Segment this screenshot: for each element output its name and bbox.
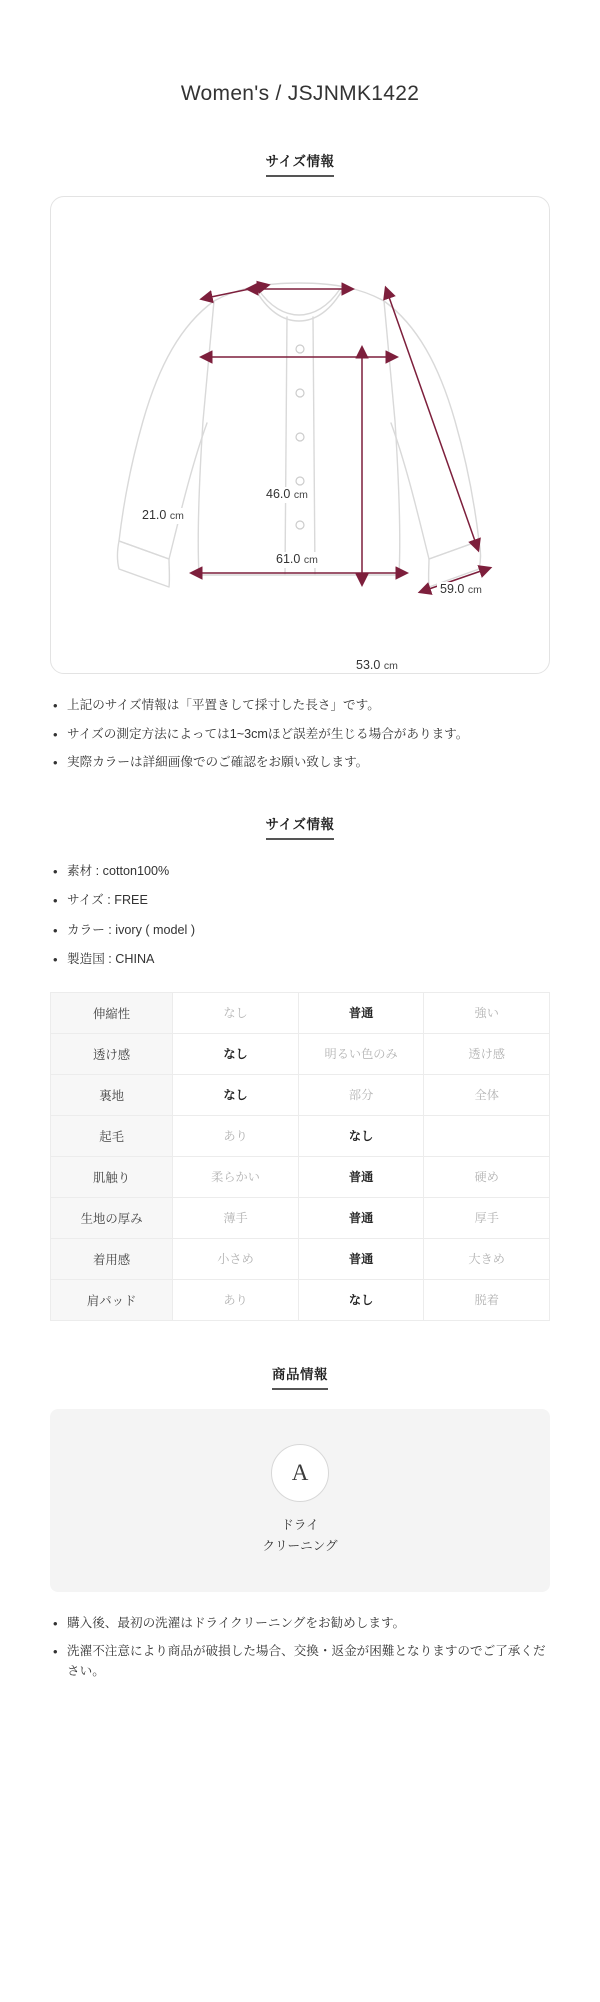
attr-option: なし — [173, 1033, 299, 1074]
attr-label: 伸縮性 — [51, 992, 173, 1033]
measurement-chest-top: 46.0 cm — [263, 487, 311, 503]
attr-option: あり — [173, 1115, 299, 1156]
table-row — [51, 1279, 550, 1320]
attribute-table — [50, 992, 550, 1321]
table-row — [51, 1033, 550, 1074]
size-section-heading-label: サイズ情報 — [266, 150, 335, 177]
list-item: • サイズの測定方法によっては1~3cmほど誤差が生じる場合があります。 — [50, 725, 550, 745]
attr-option: 薄手 — [173, 1197, 299, 1238]
product-info-heading-label: 商品情報 — [272, 1363, 328, 1390]
care-instruction-card — [50, 1409, 550, 1592]
attr-option: なし — [298, 1279, 424, 1320]
measurement-length: 53.0 cm — [353, 658, 401, 674]
bottom-spacer — [50, 1690, 550, 1730]
attr-option: なし — [173, 992, 299, 1033]
attr-option: あり — [173, 1279, 299, 1320]
attr-option: 普通 — [298, 1197, 424, 1238]
product-detail-page — [0, 82, 600, 1730]
attr-option: 硬め — [424, 1156, 550, 1197]
list-item: • カラー : ivory ( model ) — [50, 921, 550, 941]
garment-diagram — [51, 197, 549, 673]
list-item: • 洗濯不注意により商品が破損した場合、交換・返金が困難となりますのでご了承ください。 — [50, 1642, 550, 1681]
table-row — [51, 1238, 550, 1279]
attr-option: 明るい色のみ — [298, 1033, 424, 1074]
care-label-line1: ドライ — [281, 1518, 319, 1533]
page-title: Women's / JSJNMK1422 — [180, 82, 420, 105]
list-item: • 素材 : cotton100% — [50, 862, 550, 882]
table-row — [51, 1074, 550, 1115]
size-section-heading — [50, 150, 550, 177]
dry-clean-icon-letter: A — [291, 1460, 309, 1486]
table-row — [51, 1115, 550, 1156]
detail-section-heading — [50, 813, 550, 840]
attr-option: 透け感 — [424, 1033, 550, 1074]
measurement-shoulder: 21.0 cm — [139, 508, 187, 524]
attr-option: 大きめ — [424, 1238, 550, 1279]
attr-option: 脱着 — [424, 1279, 550, 1320]
list-item: • 実際カラーは詳細画像でのご確認をお願い致します。 — [50, 753, 550, 773]
list-item: • サイズ : FREE — [50, 891, 550, 911]
attr-label: 肌触り — [51, 1156, 173, 1197]
attr-option: 普通 — [298, 1156, 424, 1197]
table-row — [51, 1156, 550, 1197]
table-row — [51, 1197, 550, 1238]
attr-option: 強い — [424, 992, 550, 1033]
size-notes-list — [50, 696, 550, 773]
attr-option: なし — [173, 1074, 299, 1115]
attr-option: 厚手 — [424, 1197, 550, 1238]
attr-label: 肩パッド — [51, 1279, 173, 1320]
spec-list — [50, 862, 550, 970]
attr-label: 生地の厚み — [51, 1197, 173, 1238]
care-notes-list — [50, 1614, 550, 1682]
list-item: • 購入後、最初の洗濯はドライクリーニングをお勧めします。 — [50, 1614, 550, 1634]
attr-option: 柔らかい — [173, 1156, 299, 1197]
attr-label: 起毛 — [51, 1115, 173, 1156]
care-label — [262, 1515, 337, 1555]
size-diagram-card — [50, 196, 550, 674]
measurement-chest: 61.0 cm — [273, 552, 321, 568]
care-label-line2: クリーニング — [262, 1538, 338, 1553]
detail-section-heading-label: サイズ情報 — [266, 813, 335, 840]
measurement-sleeve: 59.0 cm — [437, 582, 485, 598]
attr-option — [424, 1115, 550, 1156]
attr-option: 小さめ — [173, 1238, 299, 1279]
attr-label: 透け感 — [51, 1033, 173, 1074]
table-row — [51, 992, 550, 1033]
dry-clean-icon — [271, 1444, 329, 1502]
attr-label: 着用感 — [51, 1238, 173, 1279]
attr-option: なし — [298, 1115, 424, 1156]
attr-option: 全体 — [424, 1074, 550, 1115]
attr-option: 普通 — [298, 1238, 424, 1279]
attr-option: 部分 — [298, 1074, 424, 1115]
list-item: • 製造国 : CHINA — [50, 950, 550, 970]
list-item: • 上記のサイズ情報は「平置きして採寸した長さ」です。 — [50, 696, 550, 716]
attr-label: 裏地 — [51, 1074, 173, 1115]
product-info-heading — [50, 1363, 550, 1390]
attr-option: 普通 — [298, 992, 424, 1033]
